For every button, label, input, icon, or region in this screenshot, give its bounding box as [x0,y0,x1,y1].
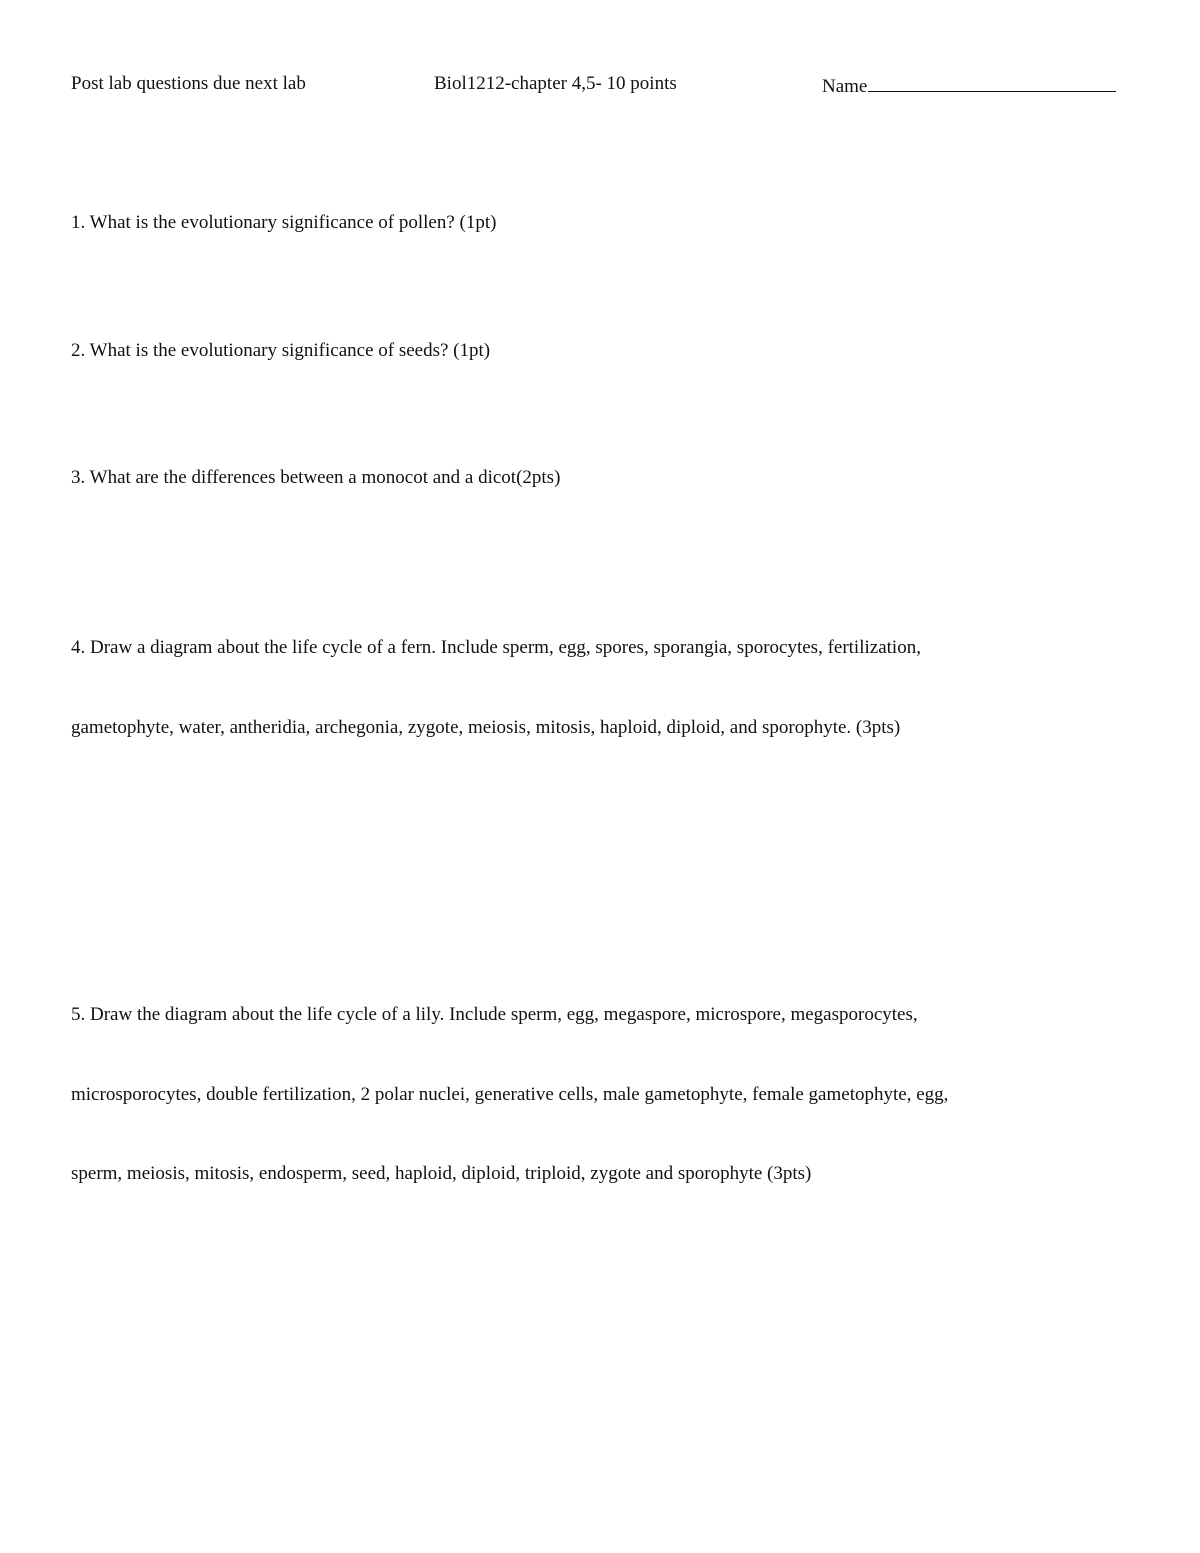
name-blank-line [868,73,1116,92]
question-3-line-1: 3. What are the differences between a monocot and a dicot(2pts) [71,467,561,488]
name-field [822,73,1116,98]
question-1-line-1: 1. What is the evolutionary significance of pollen? (1pt) [71,212,497,233]
question-5-line-1: 5. Draw the diagram about the life cycle of a lily. Include sperm, egg, megaspore, microspore, megasporocytes, [71,1004,918,1025]
page-header [71,73,1131,99]
question-3 [71,412,1071,545]
question-5 [71,949,1071,1241]
question-4-line-2: gametophyte, water, antheridia, archegonia, zygote, meiosis, mitosis, haploid, diploid, and sporophyte. (3pts) [71,716,901,738]
question-2 [71,285,1071,418]
question-5-line-2: microsporocytes, double fertilization, 2 polar nuclei, generative cells, male gametophyte, female gametophyte, egg, [71,1083,949,1105]
question-4-line-1: 4. Draw a diagram about the life cycle of a fern. Include sperm, egg, spores, sporangia, sporocytes, fertilization, [71,637,921,658]
name-label: Name [822,76,868,97]
header-due-note: Post lab questions due next lab [71,73,306,94]
question-4 [71,582,1071,794]
question-1 [71,157,1071,290]
question-5-line-3: sperm, meiosis, mitosis, endosperm, seed, haploid, diploid, triploid, zygote and sporophyte (3pts) [71,1163,812,1184]
question-2-line-1: 2. What is the evolutionary significance of seeds? (1pt) [71,340,491,361]
header-course-title: Biol1212-chapter 4,5- 10 points [434,73,677,94]
